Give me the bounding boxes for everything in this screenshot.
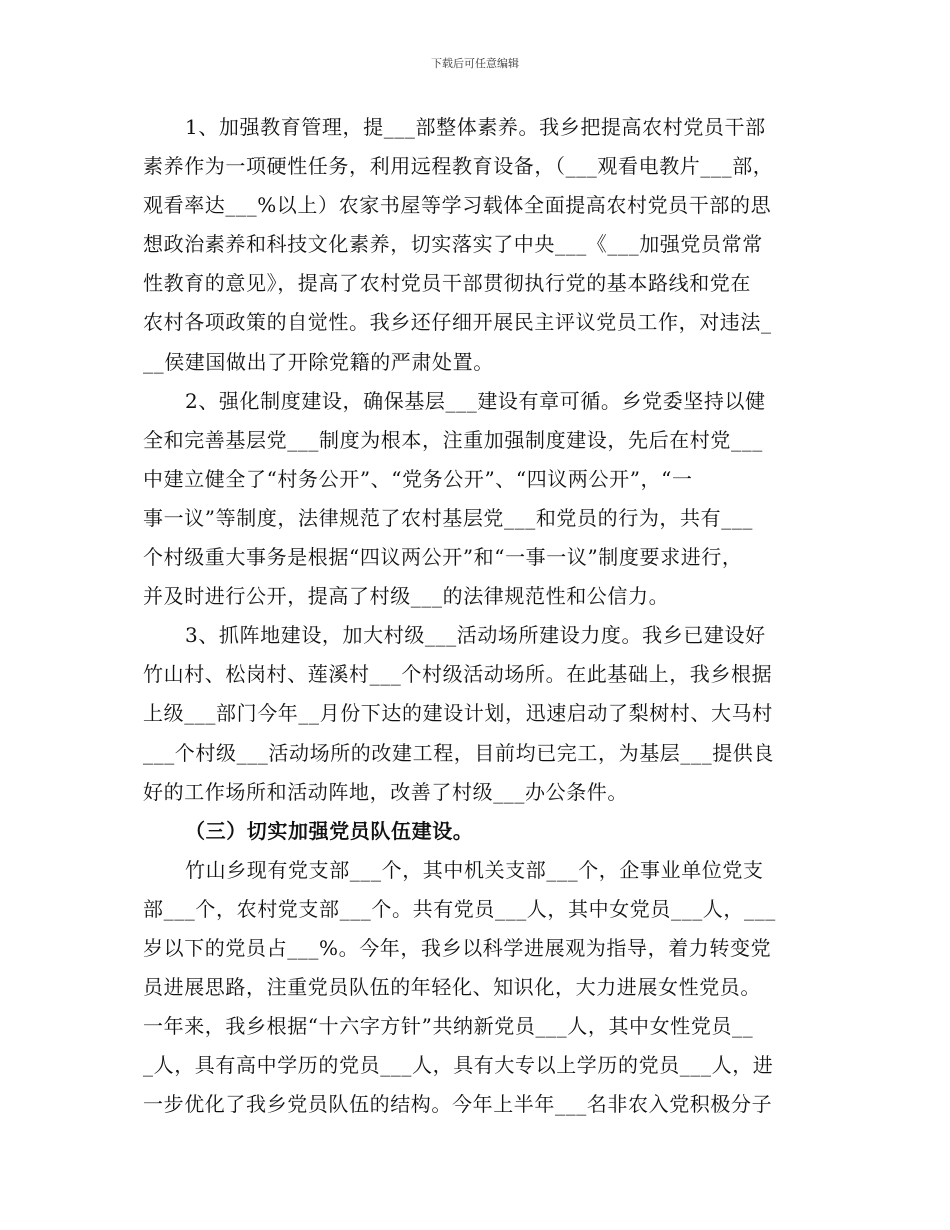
text-line: 好的工作场所和活动阵地，改善了村级___办公条件。 [143,779,628,804]
text-line: 一年来，我乡根据“十六字方针”共纳新党员___人，其中女性党员__ [143,1014,754,1039]
text-line: ___个村级___活动场所的改建工程，目前均已完工，为基层___提供良 [143,740,774,765]
page-header: 下载后可任意编辑 [431,57,519,70]
text-line: 一步优化了我乡党员队伍的结构。今年上半年___名非农入党积极分子 [143,1092,773,1117]
document-body [143,108,807,1124]
text-line: 全和完善基层党___制度为根本，注重加强制度建设，先后在村党___ [143,427,763,452]
text-line: 性教育的意见》，提高了农村党员干部贯彻执行党的基本路线和党在 [143,271,751,296]
text-line: 部___个，农村党支部___个。共有党员___人，其中女党员___人，___ [143,896,776,921]
text-line: 竹山乡现有党支部___个，其中机关支部___个，企事业单位党支 [185,857,764,882]
text-line: 1、加强教育管理，提___部整体素养。我乡把提高农村党员干部 [185,115,766,139]
section-heading: （三）切实加强党员队伍建设。 [185,818,474,843]
text-line: __侯建国做出了开除党籍的严肃处置。 [143,349,494,374]
text-line: 观看率达___%以上）农家书屋等学习载体全面提高农村党员干部的思 [143,193,772,218]
text-line: 个村级重大事务是根据“四议两公开”和“一事一议”制度要求进行， [143,545,743,570]
text-line: 事一议”等制度，法律规范了农村基层党___和党员的行为，共有___ [143,505,754,530]
text-line: 员进展思路，注重党员队伍的年轻化、知识化，大力进展女性党员。 [143,975,761,1000]
text-line: 上级___部门今年__月份下达的建设计划，迅速启动了梨树村、大马村 [143,701,773,726]
text-line: 竹山村、松岗村、莲溪村___个村级活动场所。在此基础上，我乡根据 [143,662,773,687]
text-line: _人，具有高中学历的党员___人，具有大专以上学历的党员___人，进 [143,1053,774,1078]
text-line: 2、强化制度建设，确保基层___建设有章可循。乡党委坚持以健 [185,388,766,413]
text-line: 3、抓阵地建设，加大村级___活动场所建设力度。我乡已建设好 [185,623,766,648]
text-line: 中建立健全了“村务公开”、“党务公开”、“四议两公开”，“一 [143,466,693,491]
text-line: 并及时进行公开，提高了村级___的法律规范性和公信力。 [143,584,670,609]
text-line: 素养作为一项硬性任务，利用远程教育设备，（___观看电教片___部， [143,154,774,179]
text-line: 想政治素养和科技文化素养，切实落实了中央___《___加强党员常常 [143,232,763,257]
text-line: 农村各项政策的自觉性。我乡还仔细开展民主评议党员工作，对违法_ [143,310,772,335]
text-line: 岁以下的党员占___%。今年，我乡以科学进展观为指导，着力转变党 [143,935,772,960]
